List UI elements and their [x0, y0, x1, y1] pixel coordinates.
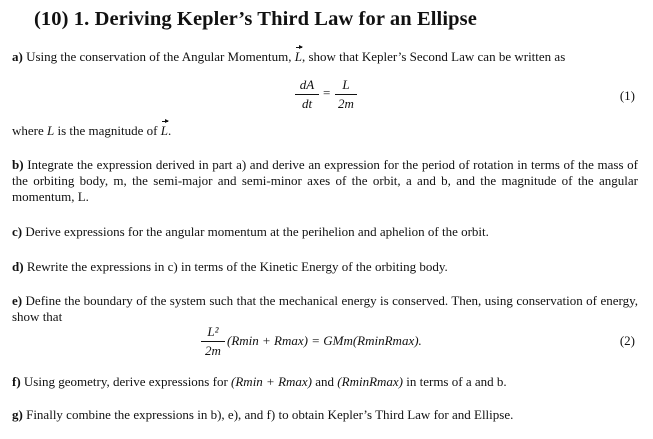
- equation-1-number: (1): [619, 88, 635, 103]
- part-c-label: c): [12, 224, 23, 239]
- equation-1-right-denominator: 2m: [338, 96, 354, 111]
- part-g: [12, 407, 638, 423]
- angular-momentum-vector-symbol: L: [294, 49, 302, 64]
- part-d-label: d): [12, 259, 24, 274]
- magnitude-symbol: L: [47, 123, 55, 138]
- part-a-followup: where L is the magnitude of L.: [12, 123, 172, 138]
- part-a: [12, 49, 638, 65]
- equation-2: [201, 324, 461, 360]
- equation-1-left-numerator: dA: [299, 77, 315, 92]
- equation-1: [295, 77, 365, 113]
- problem-title: (10) 1. Deriving Kepler’s Third Law for an Ellipse: [34, 8, 477, 30]
- part-c-text: Derive expressions for the angular momentum at the perihelion and aphelion of the orbit.: [25, 224, 489, 239]
- equation-2-fraction: [201, 324, 225, 359]
- part-f: f) Using geometry, derive expressions for (Rmin + Rmax) and (RminRmax) in terms of a and b.: [12, 374, 507, 389]
- equation-2-numerator: L²: [207, 324, 219, 339]
- equation-1-right-fraction: [335, 77, 357, 112]
- part-g-text: Finally combine the expressions in b), e), and f) to obtain Kepler’s Third Law for and Ellipse.: [26, 407, 514, 422]
- part-b-label: b): [12, 157, 24, 172]
- equation-2-denominator: 2m: [205, 343, 221, 358]
- part-f-label: f): [12, 374, 21, 389]
- equation-2-body: (Rmin + Rmax) = GMm(RminRmax).: [227, 333, 422, 348]
- angular-momentum-vector-symbol-2: L: [160, 123, 168, 138]
- equation-2-number: (2): [619, 333, 635, 348]
- part-e-text: Define the boundary of the system such that the mechanical energy is conserved. Then, using conservation of energy, show that: [12, 293, 638, 324]
- part-c: [12, 224, 638, 240]
- part-e: [12, 293, 638, 325]
- part-g-label: g): [12, 407, 23, 422]
- part-a-label: a): [12, 49, 23, 64]
- part-b: [12, 157, 638, 205]
- equation-1-left-denominator: dt: [301, 96, 313, 111]
- equation-1-right-numerator: L: [342, 77, 350, 92]
- product-expression: (RminRmax): [337, 374, 403, 389]
- part-d-text: Rewrite the expressions in c) in terms of the Kinetic Energy of the orbiting body.: [26, 259, 448, 274]
- equation-1-equals: =: [323, 85, 331, 100]
- equation-1-left-fraction: [295, 77, 319, 112]
- part-a-text-2: , show that Kepler’s Second Law can be written as: [301, 49, 566, 64]
- part-a-text: Using the conservation of the Angular Momentum,: [26, 49, 292, 64]
- part-d: [12, 259, 638, 275]
- part-b-text: Integrate the expression derived in part a) and derive an expression for the period of rotation in terms of the mass of the orbiting body, m, the semi-major and semi-minor axes of the orbit, a and b, and the magnitude of the angular momentum, L.: [12, 157, 639, 204]
- sum-expression: (Rmin + Rmax): [231, 374, 313, 389]
- part-e-label: e): [12, 293, 23, 308]
